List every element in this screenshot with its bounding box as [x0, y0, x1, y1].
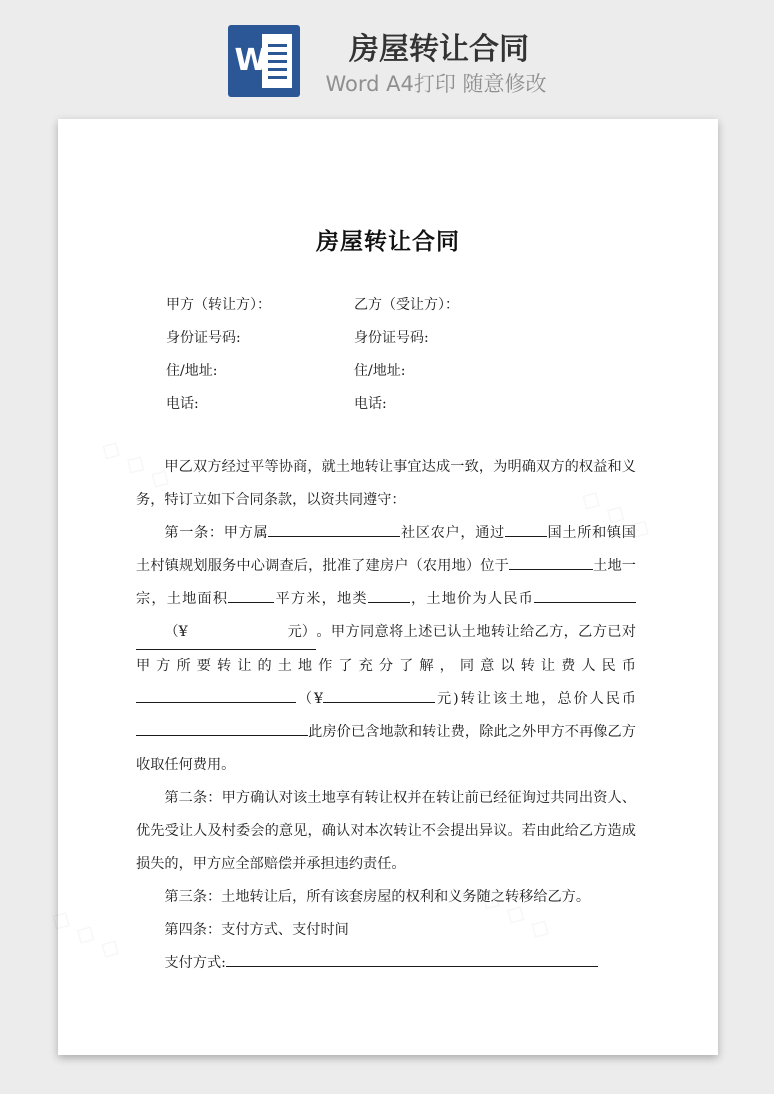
location-blank[interactable]	[509, 555, 593, 570]
watermark	[46, 902, 127, 966]
land-bureau-blank[interactable]	[505, 522, 547, 537]
party-a-id-label: 身份证号码:	[166, 330, 241, 346]
word-document-icon	[228, 25, 300, 97]
land-price-figure	[136, 616, 316, 650]
party-b-phone-label: 电话:	[354, 396, 387, 412]
clause-1-text: 国土所和镇国土村镇规划服务中心调查后，批准了建房户（农用地）位于	[136, 525, 636, 574]
word-letter: W	[234, 43, 268, 78]
clause-1-text: （¥	[296, 691, 324, 707]
clause-3: 第三条：土地转让后，所有该套房屋的权利和义务随之转移给乙方。	[164, 889, 591, 905]
payment-method-line	[136, 947, 636, 980]
clause-1-text: 土地一宗，土地面积	[136, 558, 636, 607]
party-a-phone-label: 电话:	[166, 396, 199, 412]
banner-subtitle: Word A4打印 随意修改	[325, 72, 547, 96]
document-page	[58, 119, 718, 1055]
payment-method-blank[interactable]	[226, 952, 598, 967]
contract-body	[136, 451, 636, 980]
clause-1-text: 。甲方同意将上述已认土地转让给乙方，乙方已对甲方所要转让的土地作了充分了解，同意以转让费人民币	[136, 624, 636, 674]
intro-paragraph: 甲乙双方经过平等协商，就土地转让事宜达成一致，为明确双方的权益和义务，特订立如下合同条款，以资共同遵守：	[136, 459, 636, 508]
community-blank[interactable]	[268, 522, 400, 537]
contract-title: 房屋转让合同	[316, 228, 460, 255]
clause-1-text: （¥	[164, 624, 188, 640]
payment-method-label: 支付方式:	[164, 955, 226, 971]
party-b-label: 乙方（受让方）：	[354, 297, 459, 313]
party-a-label: 甲方（转让方）：	[166, 297, 271, 313]
banner-title: 房屋转让合同	[349, 32, 529, 67]
party-a-address-label: 住/地址:	[166, 363, 218, 379]
party-b-id-label: 身份证号码:	[354, 330, 429, 346]
clause-4: 第四条：支付方式、支付时间	[164, 922, 349, 938]
clause-1-text: 元）	[287, 624, 316, 640]
clause-1-text: 第一条：甲方属	[164, 525, 269, 541]
total-price-blank[interactable]	[136, 721, 308, 736]
transfer-fee-blank[interactable]	[136, 688, 296, 703]
template-banner	[0, 0, 774, 110]
clause-1-text: 元)转让该土地，总价人民币	[435, 691, 636, 707]
clause-1-text: 此房价已含地款和转让费，除此之外甲方不再像乙方收取任何费用。	[136, 724, 636, 773]
clause-1-text: 平方米，地类	[274, 591, 368, 607]
clause-2: 第二条：甲方确认对该土地享有转让权并在转让前已经征询过共同出资人、优先受让人及村委会的意见，确认对本次转让不会提出异议。若由此给乙方造成损失的，甲方应全部赔偿并承担违约责任。	[136, 790, 636, 872]
land-type-blank[interactable]	[368, 588, 410, 603]
area-blank[interactable]	[228, 588, 274, 603]
clause-1	[136, 517, 636, 782]
land-price-blank[interactable]	[534, 588, 636, 603]
transfer-fee-figure-blank[interactable]	[323, 688, 435, 703]
party-b-address-label: 住/地址:	[354, 363, 406, 379]
clause-1-text: ，土地价为人民币	[409, 591, 534, 607]
clause-1-text: 社区农户，通过	[400, 525, 505, 541]
